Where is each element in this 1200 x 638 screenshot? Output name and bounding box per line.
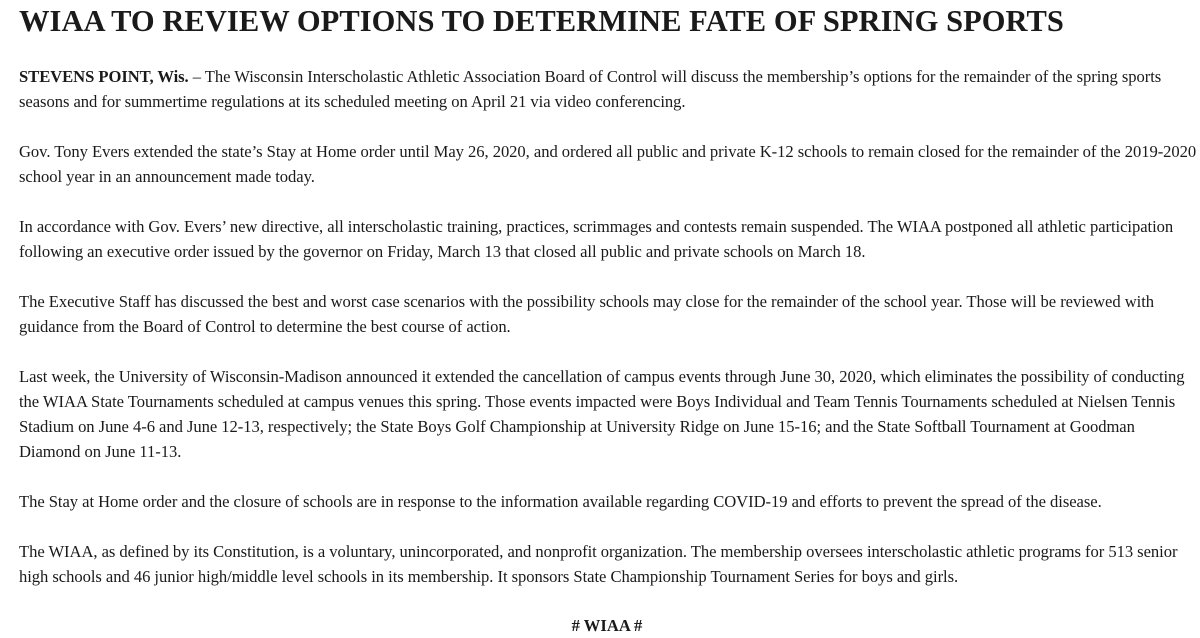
paragraph-suspension: In accordance with Gov. Evers’ new directive, all interscholastic training, practices, scrimmages and contests remain suspended. The WIAA postponed all athletic participation following an executive order issued by the governor on Friday, March 13 that closed all public and private schools on March 18.	[19, 217, 1174, 261]
headline: WIAA TO REVIEW OPTIONS TO DETERMINE FATE OF SPRING SPORTS	[19, 4, 1064, 38]
paragraph-intro-text: – The Wisconsin Interscholastic Athletic Association Board of Control will discuss the membership’s options for the remainder of the spring sports seasons and for summertime regulations at its scheduled meeting on April 21 via video conferencing.	[19, 67, 1162, 111]
dateline: STEVENS POINT, Wis.	[19, 67, 189, 86]
paragraph-covid: The Stay at Home order and the closure of schools are in response to the information available regarding COVID-19 and efforts to prevent the spread of the disease.	[19, 492, 1102, 511]
paragraph-intro	[19, 64, 1199, 114]
end-mark: # WIAA #	[571, 616, 643, 635]
paragraph-executive-staff: The Executive Staff has discussed the best and worst case scenarios with the possibility schools may close for the remainder of the school year. Those will be reviewed with guidance from the Board of Control to determine the best course of action.	[19, 292, 1155, 336]
paragraph-about-wiaa: The WIAA, as defined by its Constitution, is a voluntary, unincorporated, and nonprofit organization. The membership oversees interscholastic athletic programs for 513 senior high schools and 46 junior high/middle level schools in its membership. It sponsors State Championship Tournament Series for boys and girls.	[19, 542, 1178, 586]
paragraph-uw-madison: Last week, the University of Wisconsin-Madison announced it extended the cancellation of campus events through June 30, 2020, which eliminates the possibility of conducting the WIAA State Tournaments scheduled at campus venues this spring. Those events impacted were Boys Individual and Team Tennis Tournaments scheduled at Nielsen Tennis Stadium on June 4-6 and June 12-13, respectively; the State Boys Golf Championship at University Ridge on June 15-16; and the State Softball Tournament at Goodman Diamond on June 11-13.	[19, 367, 1185, 461]
paragraph-stay-at-home: Gov. Tony Evers extended the state’s Stay at Home order until May 26, 2020, and ordered all public and private K-12 schools to remain closed for the remainder of the 2019-2020 school year in an announcement made today.	[19, 142, 1197, 186]
